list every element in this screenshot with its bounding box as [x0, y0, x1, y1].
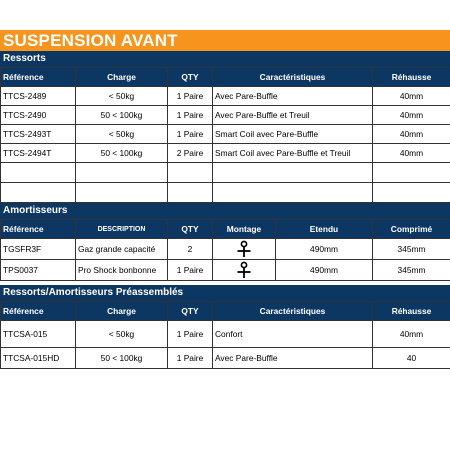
empty-cell [1, 163, 76, 183]
cell-charge: < 50kg [76, 125, 168, 144]
ressorts-table [0, 67, 450, 203]
col-header-qty: QTY [168, 68, 213, 87]
section-title-amortisseurs: Amortisseurs [0, 203, 450, 219]
cell-caracteristiques: Avec Pare-Buffle [213, 87, 373, 106]
empty-cell [373, 163, 450, 183]
empty-cell [76, 183, 168, 203]
cell-rehausse: 40mm [373, 144, 450, 163]
section-title-preassembles: Ressorts/Amortisseurs Préassemblés [0, 285, 450, 301]
col-header-rehausse: Réhausse [373, 68, 450, 87]
cell-caracteristiques: Avec Pare-Buffle et Treuil [213, 106, 373, 125]
cell-reference: TGSFR3F [1, 239, 76, 260]
cell-charge: < 50kg [76, 321, 168, 348]
cell-reference: TTCS-2489 [1, 87, 76, 106]
empty-cell [1, 183, 76, 203]
table-row [1, 239, 450, 260]
col-header-montage: Montage [213, 220, 276, 239]
empty-cell [213, 183, 373, 203]
cell-reference: TTCSA-015HD [1, 348, 76, 369]
table-header-row [1, 68, 450, 87]
cell-reference: TTCS-2493T [1, 125, 76, 144]
cell-reference: TTCSA-015 [1, 321, 76, 348]
col-header-rehausse: Réhausse [373, 302, 450, 321]
cell-rehausse: 40 [373, 348, 450, 369]
empty-row [1, 183, 450, 203]
table-row [1, 144, 450, 163]
cell-etendu: 490mm [276, 260, 373, 281]
col-header-caracteristiques: Caractéristiques [213, 302, 373, 321]
cell-caracteristiques: Smart Coil avec Pare-Buffle [213, 125, 373, 144]
col-header-description: DESCRIPTION [76, 220, 168, 239]
empty-cell [168, 183, 213, 203]
spec-sheet [0, 30, 450, 369]
cell-charge: 50 < 100kg [76, 106, 168, 125]
cell-caracteristiques: Smart Coil avec Pare-Buffle et Treuil [213, 144, 373, 163]
col-header-reference: Référence [1, 220, 76, 239]
table-row [1, 348, 450, 369]
empty-cell [168, 163, 213, 183]
table-row [1, 321, 450, 348]
amortisseurs-table [0, 219, 450, 281]
section-title-ressorts: Ressorts [0, 51, 450, 67]
table-row [1, 260, 450, 281]
empty-cell [373, 183, 450, 203]
cell-rehausse: 40mm [373, 87, 450, 106]
col-header-charge: Charge [76, 302, 168, 321]
preassembles-table [0, 301, 450, 369]
empty-cell [76, 163, 168, 183]
cell-caracteristiques: Avec Pare-Buffle [213, 348, 373, 369]
cell-description: Pro Shock bonbonne [76, 260, 168, 281]
cell-charge: 50 < 100kg [76, 348, 168, 369]
table-row [1, 87, 450, 106]
col-header-charge: Charge [76, 68, 168, 87]
page-title: SUSPENSION AVANT [0, 30, 450, 51]
cell-qty: 1 Paire [168, 87, 213, 106]
col-header-reference: Référence [1, 68, 76, 87]
table-row [1, 106, 450, 125]
cell-rehausse: 40mm [373, 106, 450, 125]
cell-comprime: 345mm [373, 260, 450, 281]
cell-reference: TTCS-2490 [1, 106, 76, 125]
cell-qty: 1 Paire [168, 348, 213, 369]
cell-qty: 1 Paire [168, 125, 213, 144]
cell-etendu: 490mm [276, 239, 373, 260]
shock-mount-icon [236, 261, 252, 279]
cell-qty: 1 Paire [168, 321, 213, 348]
cell-charge: < 50kg [76, 87, 168, 106]
col-header-caracteristiques: Caractéristiques [213, 68, 373, 87]
table-row [1, 125, 450, 144]
cell-comprime: 345mm [373, 239, 450, 260]
shock-mount-icon [236, 240, 252, 258]
cell-caracteristiques: Confort [213, 321, 373, 348]
table-header-row [1, 302, 450, 321]
cell-reference: TPS0037 [1, 260, 76, 281]
cell-reference: TTCS-2494T [1, 144, 76, 163]
empty-cell [213, 163, 373, 183]
col-header-qty: QTY [168, 220, 213, 239]
cell-montage [213, 260, 276, 281]
cell-description: Gaz grande capacité [76, 239, 168, 260]
cell-montage [213, 239, 276, 260]
empty-row [1, 163, 450, 183]
col-header-qty: QTY [168, 302, 213, 321]
col-header-comprime: Comprimé [373, 220, 450, 239]
cell-qty: 1 Paire [168, 106, 213, 125]
col-header-reference: Référence [1, 302, 76, 321]
cell-rehausse: 40mm [373, 321, 450, 348]
cell-qty: 1 Paire [168, 260, 213, 281]
cell-qty: 2 [168, 239, 213, 260]
cell-qty: 2 Paire [168, 144, 213, 163]
col-header-etendu: Etendu [276, 220, 373, 239]
cell-charge: 50 < 100kg [76, 144, 168, 163]
cell-rehausse: 40mm [373, 125, 450, 144]
table-header-row [1, 220, 450, 239]
